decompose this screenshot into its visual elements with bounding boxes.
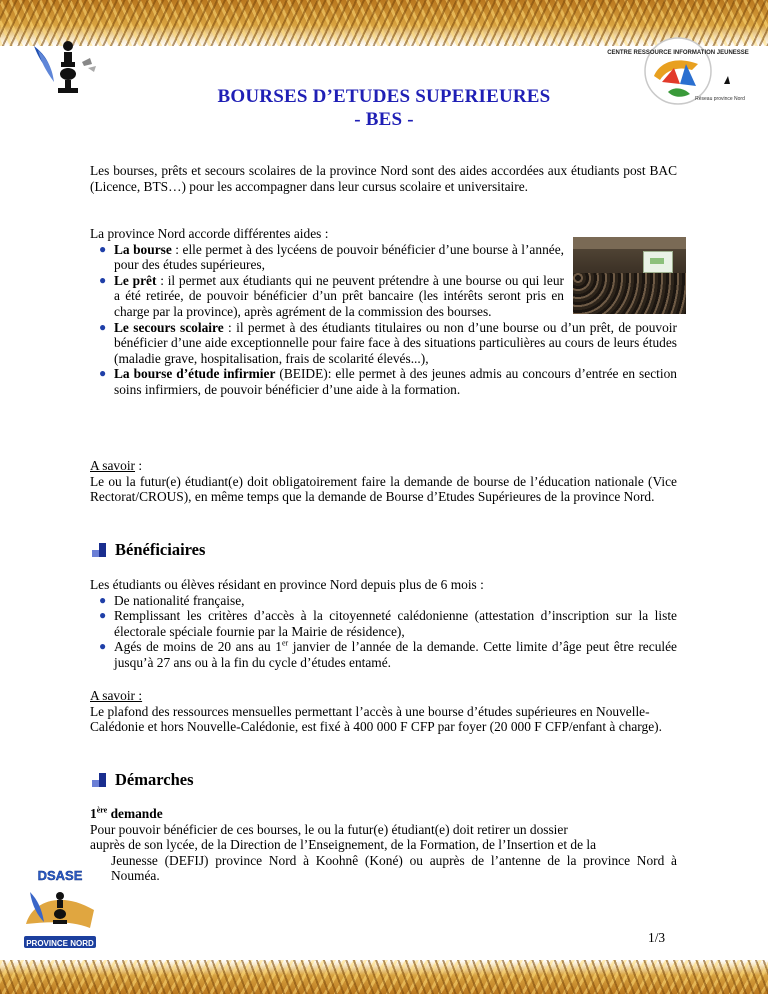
page-number: 1/3: [648, 930, 666, 945]
list-item: [90, 242, 564, 273]
aide-label: Le secours scolaire: [114, 319, 224, 335]
lecture-hall-photo: [573, 237, 686, 314]
page-title: BOURSES D’ETUDES SUPERIEURES: [217, 86, 551, 107]
straw-border-bottom: [0, 960, 768, 994]
bullet-icon: ●: [99, 241, 107, 256]
aide-label: La bourse d’étude infirmier: [114, 366, 276, 382]
list-item: [90, 320, 677, 367]
dsase-title: DSASE: [37, 868, 83, 883]
section-title: Démarches: [115, 770, 194, 789]
savoir-label: A savoir: [90, 458, 136, 473]
savoir-note-1: A savoir : Le ou la futur(e) étudiant(e) doit obligatoirement faire la demande de bourse de l’éducation nationale (Vice Rectorat/CROUS), en même temps que la demande de Bourse d’Etudes Supérieures de la province Nord.: [90, 458, 677, 505]
demarches-text-line1: Pour pouvoir bénéficier de ces bourses, le ou la futur(e) étudiant(e) doit retirer un dossier: [90, 821, 568, 837]
beneficiaires-content: [90, 577, 677, 671]
crij-circle-text: CENTRE RESSOURCE INFORMATION JEUNESSE: [607, 50, 749, 56]
dsase-logo: [20, 862, 100, 954]
savoir-label: A savoir :: [90, 688, 143, 703]
demarches-text-line2: auprès de son lycée, de la Direction de l’Enseignement, de la Formation, de l’Insertion et de la: [90, 837, 597, 853]
section-square-icon: [92, 543, 106, 557]
aide-text: : elle permet à des lycéens de pouvoir bénéficier d’une bourse à l’année, pour des études supérieures,: [114, 241, 564, 273]
section-title: Bénéficiaires: [115, 540, 206, 559]
crij-caption: Réseau province Nord: [695, 96, 745, 102]
bullet-icon: ●: [99, 319, 107, 334]
savoir-note-2: [90, 688, 677, 735]
aide-text: (BEIDE): elle permet à des jeunes admis au concours d’entrée en section soins infirmiers, de pouvoir bénéficier d’une aide à la formation.: [114, 366, 677, 397]
beneficiaires-lead: Les étudiants ou élèves résidant en province Nord depuis plus de 6 mois :: [90, 577, 484, 592]
demarches-text-rest: Jeunesse (DEFIJ) province Nord à Koohnê (Koné) ou auprès de l’antenne de la province Nord à Nouméa.: [111, 852, 677, 884]
page-subtitle: - BES -: [354, 109, 414, 130]
bullet-icon: ●: [99, 592, 107, 607]
savoir-text: Le plafond des ressources mensuelles permettant l’accès à une bourse d’études supérieures en Nouvelle-Calédonie et hors Nouvelle-Calédonie, est fixé à 400 000 F CFP par foyer (20 000 F CFP/enfant à charge).: [90, 703, 662, 735]
demarches-content: [90, 806, 677, 884]
savoir-text: Le ou la futur(e) étudiant(e) doit obligatoirement faire la demande de bourse de l’éducation nationale (Vice Rectorat/CROUS), en même temps que la demande de Bourse d’Etudes Supérieures de la province Nord.: [90, 473, 677, 505]
list-item: [90, 273, 564, 320]
intro-paragraph: Les bourses, prêts et secours scolaires de la province Nord sont des aides accordées aux étudiants post BAC (Licence, BTS…) pour les accompagner dans leur cursus scolaire et universitaire.: [90, 163, 677, 194]
section-demarches: [92, 770, 194, 790]
bullet-icon: ●: [99, 272, 107, 287]
list-item: [90, 366, 677, 397]
aide-label: Le prêt: [114, 272, 157, 288]
aide-label: La bourse: [114, 241, 172, 257]
aide-text: : il permet aux étudiants qui ne peuvent prétendre à une bourse ou qui leur a été retirée, de pouvoir bénéficier d’un prêt bancaire (les intérêts seront pris en charge par la province), après agrément de la commission des bourses.: [114, 272, 564, 319]
bullet-icon: ●: [99, 639, 107, 654]
list-item: ● Remplissant les critères d’accès à la citoyenneté calédonienne (attestation d’inscription sur la liste électorale spéciale fournie par la Mairie de résidence),: [99, 608, 677, 639]
bullet-icon: ●: [99, 608, 107, 623]
dsase-caption: PROVINCE NORD: [26, 939, 94, 948]
list-item: ● De nationalité française,: [99, 592, 245, 608]
aide-text: : il permet à des étudiants titulaires ou non d’une bourse ou d’un prêt, de pouvoir bénéficier d’une aide exceptionnelle pour faire face à des situations particulières au cours de leurs études (maladie grave, hospitalisation, frais de scolarité élevés...),: [114, 319, 677, 366]
beneficiaires-list: [90, 593, 677, 671]
section-beneficiaires: [92, 540, 205, 560]
bullet-icon: ●: [99, 366, 107, 381]
list-item: ● Agés de moins de 20 ans au 1er janvier de l’année de la demande. Cette limite d’âge peut être reculée jusqu’à 27 ans ou à la fin du cycle d’études entamé.: [99, 638, 677, 670]
section-square-icon: [92, 773, 106, 787]
demarches-subheading: 1ère demande: [90, 805, 163, 821]
aides-lead: La province Nord accorde différentes aides :: [90, 226, 329, 241]
